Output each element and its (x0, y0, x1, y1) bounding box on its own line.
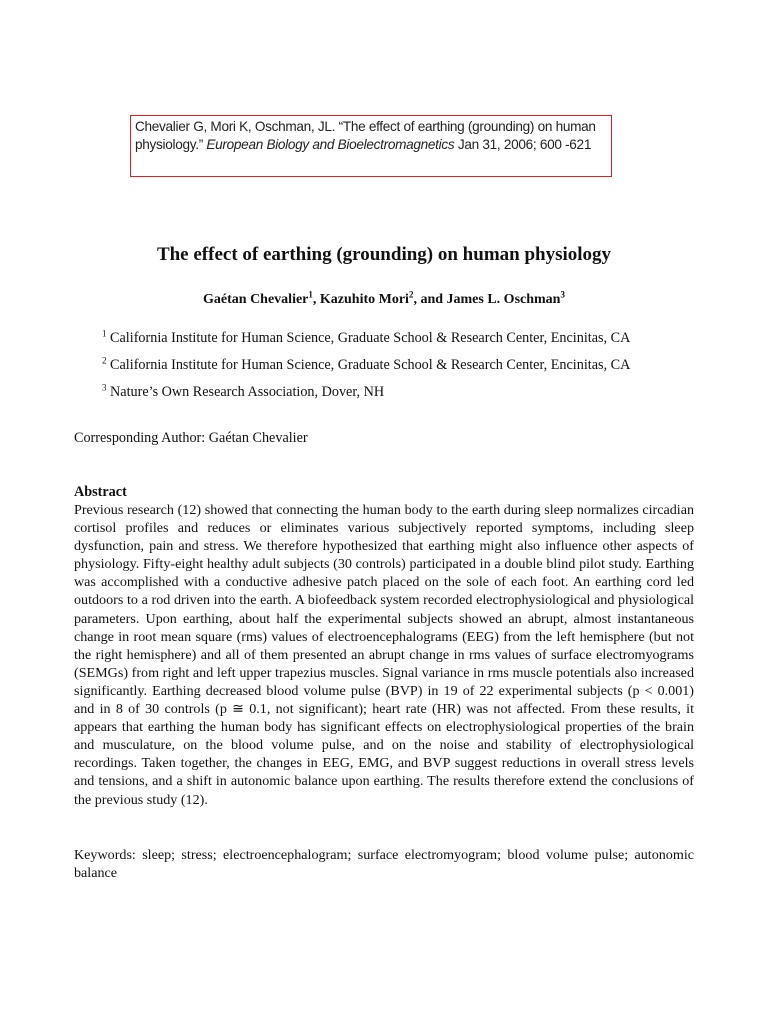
author-name: James L. Oschman (446, 292, 561, 307)
author-name: Kazuhito Mori (319, 292, 409, 307)
paper-title: The effect of earthing (grounding) on human physiology (156, 244, 612, 265)
citation-journal: European Biology and Bioelectromagnetics (206, 137, 455, 152)
keywords: Keywords: sleep; stress; electroencephalogram; surface electromyogram; blood volume pulse; autonomic balance (74, 847, 694, 881)
affiliation-mark: 1 (102, 328, 107, 339)
affiliation-2 (102, 357, 630, 374)
affiliation-text: California Institute for Human Science, Graduate School & Research Center, Encinitas, CA (110, 357, 631, 373)
author-affiliation-mark: 1 (308, 289, 313, 300)
citation-date-pages: Jan 31, 2006; 600 -621 (454, 137, 592, 152)
abstract-body: Previous research (12) showed that connecting the human body to the earth during sleep normalizes circadian cortisol profiles and reduces or eliminates various subjectively reported symptoms, including sleep dysfunction, pain and stress. We therefore hypothesized that earthing might also influence other aspects of physiology. Fifty-eight healthy adult subjects (30 controls) participated in a double blind pilot study. Earthing was accomplished with a conductive adhesive patch placed on the sole of each foot. An earthing cord led outdoors to a rod driven into the earth. A biofeedback system recorded electrophysiological and physiological parameters. Upon earthing, about half the experimental subjects showed an abrupt, almost instantaneous change in root mean square (rms) values of electroencephalograms (EEG) from the left hemisphere (but not the right hemisphere) and all of them presented an abrupt change in rms values of surface electromyograms (SEMGs) from right and left upper trapezius muscles. Signal variance in rms muscle potentials also increased significantly. Earthing decreased blood volume pulse (BVP) in 19 of 22 experimental subjects (p < 0.001) and in 8 of 30 controls (p ≅ 0.1, not significant); heart rate (HR) was not affected. From these results, it appears that earthing the human body has significant effects on electrophysiological properties of the brain and musculature, on the blood volume pulse, and on the noise and stability of electrophysiological recordings. Taken together, the changes in EEG, EMG, and BVP suggest reductions in overall stress levels and tensions, and a shift in autonomic balance upon earthing. The results therefore extend the conclusions of the previous study (12). (74, 502, 694, 808)
affiliation-1 (102, 330, 630, 347)
author-name: Gaétan Chevalier (203, 292, 309, 307)
citation-authors-title: Chevalier G, Mori K, Oschman, JL. “The effect of earthing (grounding) on human physiology.” (135, 119, 596, 152)
affiliation-text: California Institute for Human Science, Graduate School & Research Center, Encinitas, CA (110, 330, 631, 346)
author-affiliation-mark: 2 (408, 289, 414, 300)
affiliation-mark: 3 (102, 382, 107, 393)
corresponding-author: Corresponding Author: Gaétan Chevalier (74, 430, 308, 446)
author-separator: , (312, 292, 320, 307)
affiliation-mark: 2 (102, 355, 107, 366)
author-list (0, 289, 768, 308)
author-separator: , and (413, 292, 447, 307)
author-affiliation-mark: 3 (560, 289, 565, 300)
abstract-heading: Abstract (74, 484, 127, 500)
affiliation-text: Nature’s Own Research Association, Dover, NH (110, 384, 385, 400)
citation-box (130, 115, 612, 177)
affiliation-3 (102, 384, 384, 401)
